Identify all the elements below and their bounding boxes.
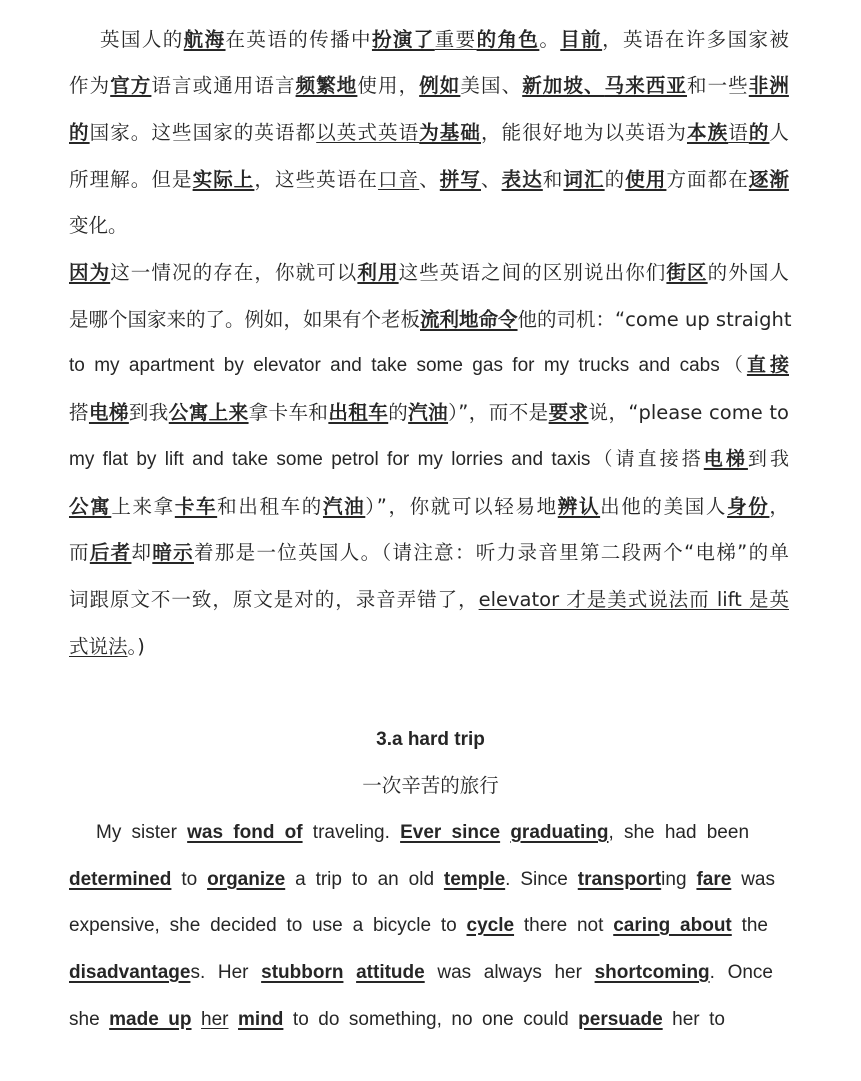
text: 出他的美国人 (600, 495, 728, 518)
text: 、 (481, 168, 502, 191)
text: 的 (388, 401, 409, 424)
text: to my apartment by elevator and take some gas for my trucks and cabs（ (69, 355, 747, 376)
para1-line2 (69, 73, 789, 99)
para3-line2 (69, 867, 775, 893)
vocab-word: made up (109, 1009, 192, 1030)
vocab-word: 实际上 (192, 168, 255, 191)
vocab-word: 汽油 (408, 401, 449, 424)
vocab-word: 以英式英语 (316, 121, 420, 144)
vocab-word: 本族 (687, 121, 729, 144)
vocab-word: persuade (578, 1009, 663, 1030)
vocab-word: 街区 (666, 261, 708, 284)
para1-line1 (100, 27, 789, 53)
vocab-word: cycle (466, 915, 515, 936)
vocab-word: organize (207, 869, 286, 890)
text: to do something, no one could (283, 1009, 579, 1030)
text: traveling. (302, 822, 401, 843)
vocab-word: 扮演了 (371, 28, 435, 51)
vocab-word: 语 (728, 121, 749, 144)
vocab-word: 的角色 (476, 28, 540, 51)
text: ，这些英语在 (254, 168, 378, 191)
para1-line3 (69, 120, 789, 146)
vocab-word: 辨认 (557, 495, 601, 518)
text: 着那是一位英国人。（请注意：听力录音里第二段两个“电梯”的单 (193, 541, 789, 564)
text (500, 822, 510, 843)
vocab-word: mind (238, 1009, 284, 1030)
text: 的 (604, 168, 626, 191)
vocab-word: 例如 (419, 74, 461, 97)
vocab-word: 航海 (183, 28, 226, 51)
text: 和一些 (686, 74, 749, 97)
text: 说，“please come to (588, 401, 789, 424)
vocab-word: transport (577, 869, 662, 890)
vocab-word: was fond of (187, 822, 303, 843)
vocab-word: 使用 (625, 168, 667, 191)
section-title: 3.a hard trip (376, 729, 485, 750)
vocab-word: 公寓 (69, 495, 112, 518)
vocab-word: 电梯 (88, 401, 129, 424)
para2-line8 (69, 587, 789, 613)
vocab-word: 身份 (727, 495, 770, 518)
text: 拿卡车和 (248, 401, 329, 424)
text: 。) (127, 635, 145, 658)
vocab-word: 因为 (69, 261, 111, 284)
text: 语言或通用语言 (151, 74, 296, 97)
vocab-word: fare (696, 869, 732, 890)
vocab-word: 流利地命令 (420, 308, 518, 331)
vocab-word: 暗示 (152, 541, 194, 564)
text: 方面都在 (666, 168, 749, 191)
vocab-word: temple (443, 869, 506, 890)
text: 、 (583, 74, 605, 97)
vocab-word: 拼写 (439, 168, 481, 191)
text: ）”，你就可以轻易地 (365, 495, 558, 518)
text: 。 (539, 28, 561, 51)
note-underlined: elevator 才是美式说法而 lift 是英 (478, 588, 789, 611)
text: ， (769, 495, 789, 518)
text: 的外国人 (707, 261, 789, 284)
text: s. Her (190, 962, 262, 983)
vocab-word: 为基础 (419, 121, 481, 144)
text: 美国、 (460, 74, 523, 97)
vocab-word: 官方 (110, 74, 152, 97)
vocab-word: stubborn (261, 962, 344, 983)
text: 词跟原文不一致，原文是对的，录音弄错了， (69, 588, 479, 611)
vocab-word: 卡车 (174, 495, 218, 518)
text: 是哪个国家来的了。例如，如果有个老板 (69, 308, 421, 331)
section-subtitle: 一次辛苦的旅行 (362, 774, 499, 797)
text: . Once (709, 962, 773, 983)
vocab-word: caring about (613, 915, 732, 936)
text: 这些英语之间的区别说出你们 (398, 261, 667, 284)
vocab-word: 频繁地 (295, 74, 358, 97)
vocab-word: 重要 (434, 28, 477, 51)
para2-line3 (69, 353, 789, 379)
text: 和出租车的 (217, 495, 323, 518)
text: a trip to an old (285, 869, 444, 890)
vocab-word: 新加坡 (522, 74, 584, 97)
text: 人 (769, 121, 789, 144)
text: her to (662, 1009, 725, 1030)
vocab-word: 逐渐 (748, 168, 789, 191)
vocab-word: 的 (748, 121, 770, 144)
text: 到我 (128, 401, 169, 424)
text: 上来拿 (111, 495, 175, 518)
text (229, 1009, 239, 1030)
vocab-word: 汽油 (322, 495, 366, 518)
text: ing (661, 869, 697, 890)
vocab-word: 公寓上来 (168, 401, 249, 424)
vocab-word: 目前 (560, 28, 603, 51)
para2-line7 (69, 540, 789, 566)
para2-line2 (69, 307, 792, 333)
text: ，能很好地为以英语为 (481, 121, 687, 144)
text: there not (514, 915, 614, 936)
vocab-word: 电梯 (703, 449, 748, 470)
vocab-word: 口音 (377, 168, 420, 191)
para2-line1 (69, 260, 789, 286)
para2-line6 (69, 494, 789, 520)
text: 使用， (357, 74, 420, 97)
vocab-word: shortcoming (594, 962, 710, 983)
text: 他的司机：“come up straight (517, 308, 792, 331)
vocab-word: 马来西亚 (604, 74, 687, 97)
vocab-word: 词汇 (563, 168, 605, 191)
text: 、 (419, 168, 440, 191)
vocab-word: 表达 (501, 168, 543, 191)
text: 作为 (69, 74, 111, 97)
text: 这一情况的存在，你就可以 (110, 261, 358, 284)
para3-line1 (96, 820, 749, 846)
text: 所理解。但是 (69, 168, 193, 191)
text: 而 (69, 541, 90, 564)
text: was (731, 869, 775, 890)
para3-line4 (69, 960, 773, 986)
vocab-word: 后者 (89, 541, 132, 564)
vocab-word: disadvantage (69, 962, 191, 983)
text: , she had been (608, 822, 750, 843)
text: my flat by lift and take some petrol for my lorries and taxis（请直接搭 (69, 449, 704, 470)
vocab-word: 要求 (548, 401, 589, 424)
text: ）”，而不是 (448, 401, 549, 424)
text: 变化。 (69, 214, 128, 237)
note-underlined: 式说法 (69, 635, 128, 658)
text (343, 962, 356, 983)
para2-line9 (69, 634, 789, 660)
vocab-word: 的 (69, 121, 90, 144)
vocab-word: determined (69, 869, 172, 890)
text: 和 (542, 168, 564, 191)
text: to (171, 869, 208, 890)
text: My sister (96, 822, 188, 843)
text: was always her (424, 962, 595, 983)
text: ，英语在许多国家被 (602, 28, 789, 51)
vocab-word: 出租车 (328, 401, 389, 424)
text (192, 1009, 202, 1030)
text: 国家。这些国家的英语都 (89, 121, 317, 144)
para2-line5 (69, 447, 789, 473)
text: 到我 (747, 449, 789, 470)
text: 在英语的传播中 (225, 28, 372, 51)
para1-line4 (69, 167, 789, 193)
vocab-word: her (201, 1009, 229, 1030)
para3-line5 (69, 1007, 725, 1033)
vocab-word: graduating (510, 822, 609, 843)
vocab-word: attitude (356, 962, 425, 983)
text: the (731, 915, 768, 936)
vocab-word: 直接 (746, 355, 789, 376)
para3-line3 (69, 913, 768, 939)
text: 英国人的 (100, 28, 184, 51)
text: expensive, she decided to use a bicycle to (69, 915, 467, 936)
para2-line4 (69, 400, 789, 426)
vocab-word: 利用 (357, 261, 399, 284)
vocab-word: Ever since (400, 822, 501, 843)
text: 却 (131, 541, 153, 564)
text: . Since (505, 869, 578, 890)
vocab-word: 非洲 (748, 74, 789, 97)
text: 搭 (69, 401, 89, 424)
text: she (69, 1009, 110, 1030)
para1-line5 (69, 213, 789, 239)
